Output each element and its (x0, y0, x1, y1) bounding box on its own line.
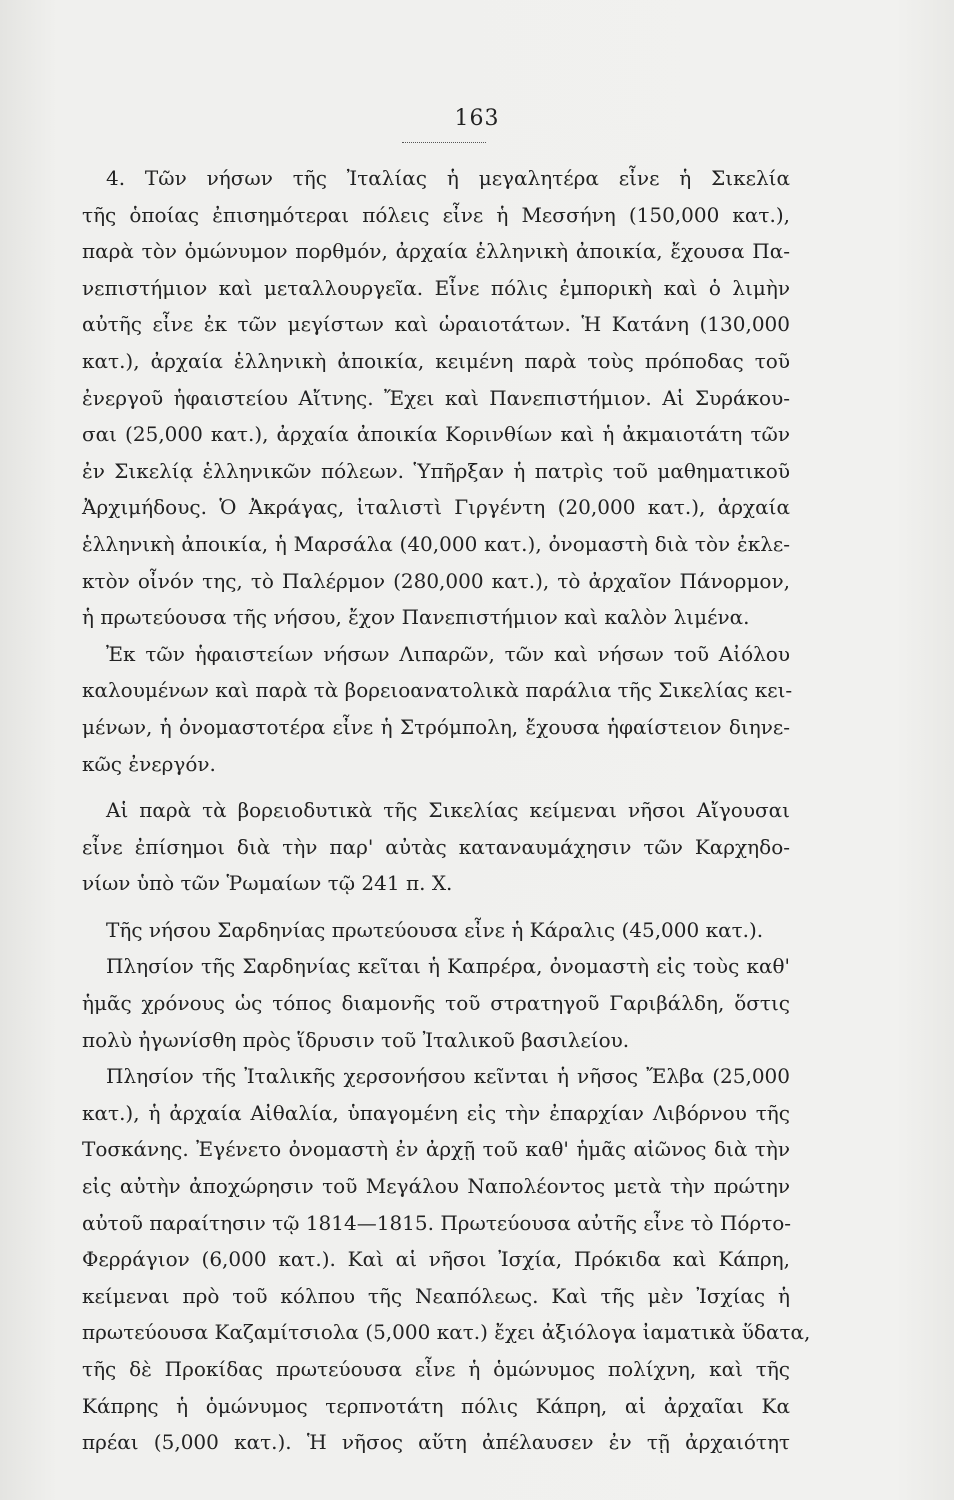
text-line: παρὰ τὸν ὁμώνυμον πορθμόν, ἀρχαία ἑλληνικὴ ἀποικία, ἔχουσα Πα- (82, 239, 790, 264)
text-line: κείμεναι πρὸ τοῦ κόλπου τῆς Νεαπόλεως. Καὶ τῆς μὲν Ἰσχίας ἡ (82, 1283, 790, 1308)
text-line: Πλησίον τῆς Ἰταλικῆς χερσονήσου κεῖνται ἡ νῆσος Ἔλβα (25,000 (106, 1064, 790, 1089)
page-number-rule (402, 142, 486, 143)
text-line: τῆς δὲ Προκίδας πρωτεύουσα εἶνε ἡ ὁμώνυμος πολίχνη, καὶ τῆς (82, 1357, 790, 1381)
text-line: Αἱ παρὰ τὰ βορειοδυτικὰ τῆς Σικελίας κείμεναι νῆσοι Αἴγουσαι (106, 798, 790, 823)
text-line: Τῆς νήσου Σαρδηνίας πρωτεύουσα εἶνε ἡ Κάραλις (45,000 κατ.). (106, 917, 764, 942)
text-line: μένων, ἡ ὀνομαστοτέρα εἶνε ἡ Στρόμπολη, ἔχουσα ἡφαίστειον διηνε- (82, 714, 790, 739)
text-line: Ἐκ τῶν ἡφαιστείων νήσων Λιπαρῶν, τῶν καὶ νήσων τοῦ Αἰόλου (106, 641, 790, 666)
text-line: ἡ πρωτεύουσα τῆς νήσου, ἔχον Πανεπιστήμιον καὶ καλὸν λιμένα. (82, 605, 750, 630)
text-line: ἑλληνικὴ ἀποικία, ἡ Μαρσάλα (40,000 κατ.), ὀνομαστὴ διὰ τὸν ἐκλε- (82, 531, 790, 556)
text-line: αὐτοῦ παραίτησιν τῷ 1814—1815. Πρωτεύουσα αὐτῆς εἶνε τὸ Πόρτο- (82, 1210, 792, 1235)
text-line: καλουμένων καὶ παρὰ τὰ βορειοανατολικὰ παράλια τῆς Σικελίας κει- (82, 678, 793, 703)
paragraph-elba-and-islands (82, 1058, 811, 1461)
paragraph-aegadian-islands (82, 792, 790, 902)
paragraph-caprera (82, 948, 790, 1058)
paragraph-italy-islands (82, 160, 790, 636)
text-line: κατ.), ἀρχαία ἑλληνικὴ ἀποικία, κειμένη παρὰ τοὺς πρόποδας τοῦ (82, 348, 790, 373)
text-line: ἡμᾶς χρόνους ὡς τόπος διαμονῆς τοῦ στρατηγοῦ Γαριβάλδη, ὅστις (82, 991, 790, 1016)
text-line: πρέαι (5,000 κατ.). Ἡ νῆσος αὕτη ἀπέλαυσεν ἐν τῇ ἀρχαιότητ (82, 1430, 790, 1455)
text-line: 4. Τῶν νήσων τῆς Ἰταλίας ἡ μεγαλητέρα εἶνε ἡ Σικελία (106, 166, 790, 190)
body-text (82, 160, 811, 1461)
paragraph-gap (82, 902, 790, 912)
paragraph-gap (82, 782, 790, 792)
text-line: ἐνεργοῦ ἡφαιστείου Αἴτνης. Ἔχει καὶ Πανεπιστήμιον. Αἱ Συράκου- (82, 385, 790, 410)
text-line: εἶνε ἐπίσημοι διὰ τὴν παρ' αὐτὰς καταναυμάχησιν τῶν Καρχηδο- (82, 834, 790, 859)
text-line: Τοσκάνης. Ἐγένετο ὀνομαστὴ ἐν ἀρχῇ τοῦ καθ' ἡμᾶς αἰῶνος διὰ τὴν (82, 1137, 790, 1162)
page-number: 163 (454, 106, 500, 131)
paragraph-sardinia (82, 912, 790, 949)
text-line: αὐτῆς εἶνε ἐκ τῶν μεγίστων καὶ ὡραιοτάτων. Ἡ Κατάνη (130,000 (82, 312, 790, 337)
text-line: κτὸν οἶνόν της, τὸ Παλέρμον (280,000 κατ.), τὸ ἀρχαῖον Πάνορμον, (82, 568, 790, 593)
text-line: νίων ὑπὸ τῶν Ῥωμαίων τῷ 241 π. Χ. (82, 871, 453, 896)
text-line: πρωτεύουσα Καζαμίτσιολα (5,000 κατ.) ἔχει ἀξιόλογα ἰαματικὰ ὕδατα, (82, 1320, 811, 1345)
text-line: Κάπρης ἡ ὁμώνυμος τερπνοτάτη πόλις Κάπρη, αἱ ἀρχαῖαι Κα (82, 1393, 790, 1418)
text-line: Φερράγιον (6,000 κατ.). Καὶ αἱ νῆσοι Ἰσχία, Πρόκιδα καὶ Κάπρη, (82, 1247, 790, 1272)
text-line: πολὺ ἠγωνίσθη πρὸς ἵδρυσιν τοῦ Ἰταλικοῦ βασιλείου. (82, 1027, 630, 1052)
text-line: Ἀρχιμήδους. Ὁ Ἀκράγας, ἰταλιστὶ Γιργέντη (20,000 κατ.), ἀρχαία (82, 495, 790, 520)
text-line: εἰς αὐτὴν ἀποχώρησιν τοῦ Μεγάλου Ναπολέοντος μετὰ τὴν πρώτην (82, 1174, 790, 1199)
text-line: κατ.), ἡ ἀρχαία Αἰθαλία, ὑπαγομένη εἰς τὴν ἐπαρχίαν Λιβόρνου τῆς (82, 1100, 790, 1125)
paragraph-lipari-islands (82, 636, 793, 782)
text-line: σαι (25,000 κατ.), ἀρχαία ἀποικία Κορινθίων καὶ ἡ ἀκμαιοτάτη τῶν (82, 422, 790, 447)
text-line: κῶς ἐνεργόν. (82, 751, 216, 776)
text-line: τῆς ὁποίας ἐπισημότεραι πόλεις εἶνε ἡ Μεσσήνη (150,000 κατ.), (82, 202, 790, 227)
text-line: ἐν Σικελίᾳ ἑλληνικῶν πόλεων. Ὑπῆρξαν ἡ πατρὶς τοῦ μαθηματικοῦ (82, 458, 790, 483)
text-line: Πλησίον τῆς Σαρδηνίας κεῖται ἡ Καπρέρα, ὀνομαστὴ εἰς τοὺς καθ' (106, 954, 790, 979)
text-line: νεπιστήμιον καὶ μεταλλουργεῖα. Εἶνε πόλις ἐμπορικὴ καὶ ὁ λιμὴν (82, 275, 790, 300)
